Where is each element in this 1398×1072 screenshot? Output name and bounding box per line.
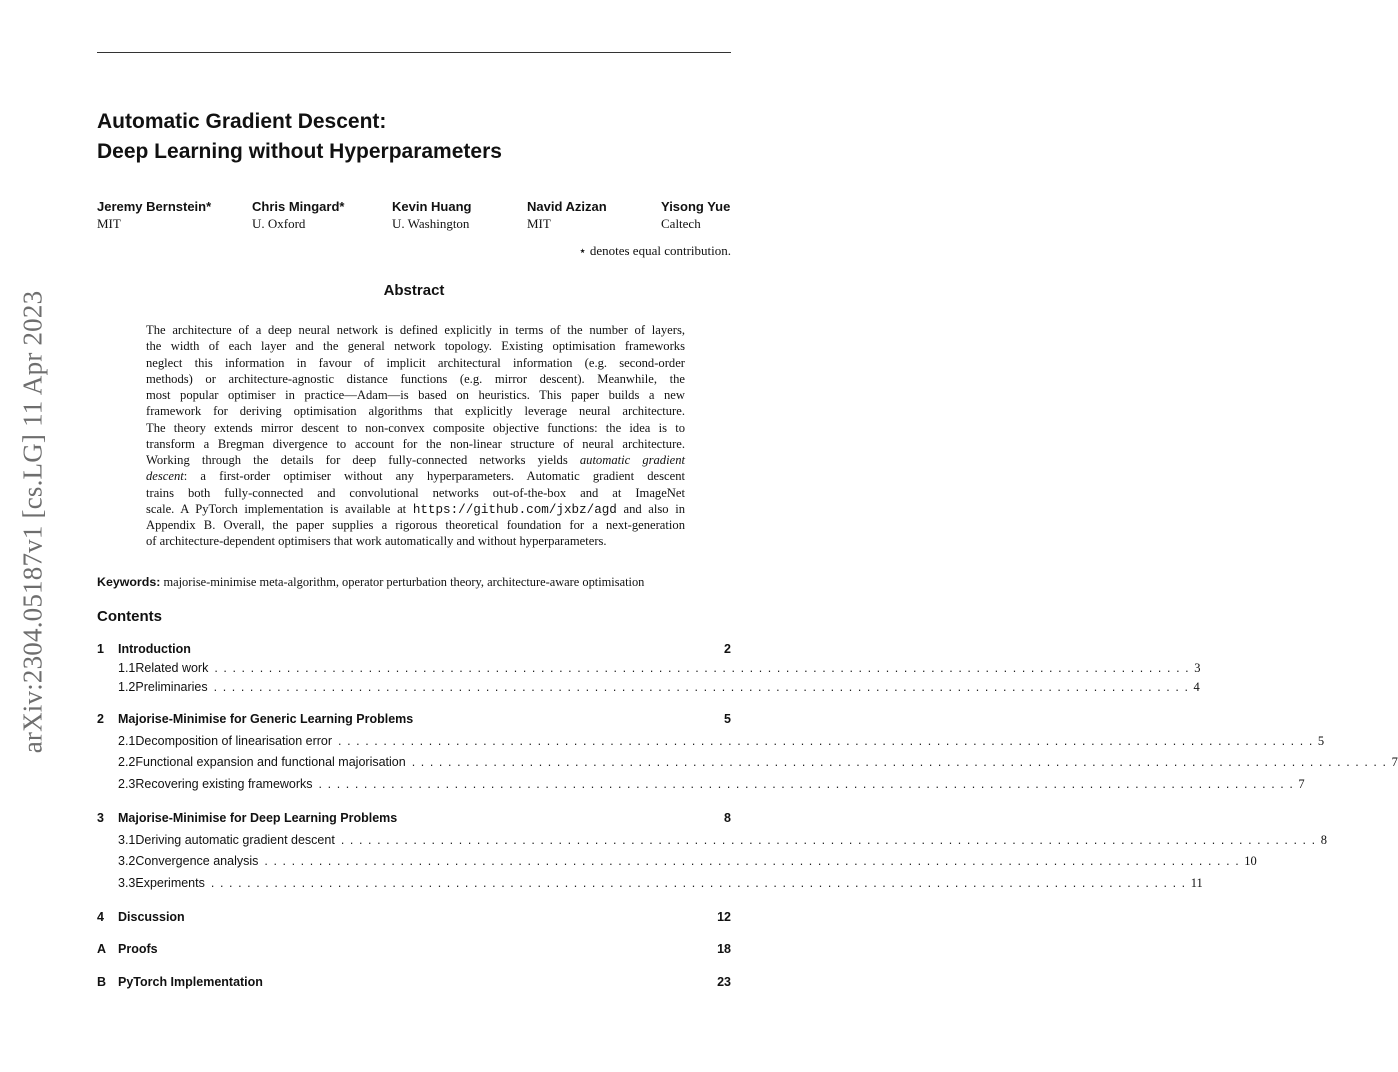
author-affiliation: MIT <box>97 216 121 231</box>
toc-section-page: 18 <box>717 942 731 956</box>
toc-section-title: Proofs <box>118 942 158 956</box>
keywords-label: Keywords: <box>97 575 161 589</box>
toc-subsection-number: 1.2 <box>118 680 136 694</box>
toc-leader-dots: ............................................................................................................ <box>411 755 1392 769</box>
toc-section-title: Introduction <box>118 642 191 656</box>
toc-subsection-title: Deriving automatic gradient descent <box>135 833 335 847</box>
toc-subsection-number: 2.3 <box>118 777 136 791</box>
author-5 <box>661 198 730 232</box>
toc-subsection[interactable] <box>118 661 1201 676</box>
toc-section[interactable] <box>97 811 731 825</box>
top-rule <box>97 52 731 53</box>
toc-subsection-number: 2.1 <box>118 734 136 748</box>
toc-subsection-title: Decomposition of linearisation error <box>135 734 333 748</box>
keywords-text: majorise-minimise meta-algorithm, operator perturbation theory, architecture-aware optimisation <box>163 575 645 589</box>
author-name: Chris Mingard* <box>252 199 345 214</box>
toc-subsection-title: Convergence analysis <box>135 854 259 868</box>
abstract-line: most popular optimiser in practice—Adam—is based on heuristics. This paper builds a new <box>146 388 685 402</box>
toc-subsection-title: Related work <box>135 661 209 675</box>
toc-subsection-page: 7 <box>1298 777 1305 791</box>
toc-section-title: Majorise-Minimise for Deep Learning Problems <box>118 811 398 825</box>
toc-subsection[interactable] <box>118 734 1325 749</box>
toc-section[interactable] <box>97 642 731 656</box>
toc-subsection-page: 3 <box>1194 661 1201 675</box>
toc-leader-dots: ............................................................................................................ <box>264 854 1245 868</box>
abstract-italic-term-cont: descent <box>146 469 184 484</box>
abstract-line: methods) or architecture-agnostic distance functions (e.g. mirror descent). Meanwhile, the <box>146 371 685 386</box>
toc-subsection-page: 4 <box>1193 680 1200 694</box>
toc-section-page: 5 <box>724 712 731 726</box>
toc-subsection[interactable] <box>118 777 1305 792</box>
toc-section[interactable] <box>97 712 731 726</box>
abstract-heading: Abstract <box>383 282 445 299</box>
toc-subsection[interactable] <box>118 876 1203 891</box>
abstract-line: The theory extends mirror descent to non-convex composite objective functions: the idea is to <box>146 420 685 435</box>
abstract-line-text: scale. A PyTorch implementation is available at <box>146 501 407 516</box>
toc-section-number: 2 <box>97 712 104 726</box>
author-name: Navid Azizan <box>527 199 607 214</box>
abstract-line: neglect this information in favour of implicit architectural information (e.g. second-order <box>146 355 685 370</box>
author-2 <box>252 198 344 232</box>
toc-subsection-number: 2.2 <box>118 755 136 769</box>
toc-leader-dots: ............................................................................................................ <box>210 876 1191 890</box>
toc-subsection-page: 5 <box>1317 734 1325 748</box>
toc-leader-dots: ............................................................................................................ <box>318 777 1299 791</box>
toc-subsection-number: 3.1 <box>118 833 136 847</box>
abstract-line-text: and also in <box>623 501 685 516</box>
equal-contribution-note: ⋆ denotes equal contribution. <box>578 243 731 258</box>
toc-subsection-page: 11 <box>1190 876 1203 890</box>
abstract-italic-term: automatic gradient <box>579 453 685 467</box>
toc-section-title: Majorise-Minimise for Generic Learning Problems <box>118 712 414 726</box>
author-name: Kevin Huang <box>392 199 472 214</box>
author-affiliation: Caltech <box>661 216 701 231</box>
abstract-line: transform a Bregman divergence to account for the non-linear structure of neural architecture. <box>146 436 685 451</box>
toc-section-page: 12 <box>717 910 731 924</box>
contents-heading: Contents <box>97 608 162 625</box>
arxiv-identifier-text: arXiv:2304.05187v1 [cs.LG] 11 Apr 2023 <box>17 290 48 754</box>
abstract-line-text: Working through the details for deep fully-connected networks yields <box>146 453 568 467</box>
abstract-body <box>146 322 685 550</box>
toc-section[interactable] <box>97 975 731 989</box>
toc-subsection-number: 3.3 <box>118 876 136 890</box>
toc-subsection-page: 10 <box>1244 854 1257 868</box>
toc-subsection-title: Functional expansion and functional majorisation <box>135 755 406 769</box>
author-name: Jeremy Bernstein* <box>97 199 212 214</box>
abstract-line: the width of each layer and the general network topology. Existing optimisation frameworks <box>146 339 685 354</box>
toc-leader-dots: ............................................................................................................ <box>214 661 1195 675</box>
keywords <box>97 575 644 590</box>
toc-subsection[interactable] <box>118 680 1200 695</box>
github-link[interactable]: https://github.com/jxbz/agd <box>412 502 617 517</box>
toc-section-page: 8 <box>724 811 731 825</box>
toc-subsection-number: 1.1 <box>118 661 136 675</box>
author-1 <box>97 198 211 232</box>
toc-subsection-title: Recovering existing frameworks <box>135 777 313 791</box>
toc-subsection-page: 7 <box>1391 755 1398 769</box>
toc-subsection[interactable] <box>118 833 1327 848</box>
abstract-line <box>146 452 685 468</box>
author-affiliation: U. Washington <box>392 216 470 231</box>
toc-section[interactable] <box>97 942 731 956</box>
toc-section-page: 2 <box>724 642 731 656</box>
toc-section-title: Discussion <box>118 910 185 924</box>
toc-leader-dots: ............................................................................................................ <box>340 833 1321 847</box>
author-3 <box>392 198 471 232</box>
title-line-2: Deep Learning without Hyperparameters <box>97 140 502 163</box>
abstract-line: trains both fully-connected and convolutional networks out-of-the-box and at ImageNet <box>146 485 685 500</box>
author-affiliation: MIT <box>527 216 551 231</box>
abstract-line: framework for deriving optimisation algorithms that explicitly leverage neural architecture. <box>146 404 685 419</box>
toc-section-number: 4 <box>97 910 104 924</box>
toc-subsection-title: Preliminaries <box>135 680 208 694</box>
toc-subsection-title: Experiments <box>135 876 205 890</box>
toc-section-page: 23 <box>717 975 731 989</box>
author-affiliation: U. Oxford <box>252 216 306 231</box>
title-line-1: Automatic Gradient Descent: <box>97 110 387 133</box>
toc-section-number: B <box>97 975 107 989</box>
toc-section-number: A <box>97 942 107 956</box>
toc-subsection[interactable] <box>118 854 1257 869</box>
abstract-line: Appendix B. Overall, the paper supplies a rigorous theoretical foundation for a next-generation <box>146 518 685 532</box>
author-name: Yisong Yue <box>661 199 731 214</box>
abstract-line <box>146 501 685 517</box>
toc-subsection[interactable] <box>118 755 1398 770</box>
abstract-line: of architecture-dependent optimisers that work automatically and without hyperparameters. <box>146 534 607 549</box>
toc-section-number: 1 <box>97 642 104 656</box>
author-4 <box>527 198 607 232</box>
abstract-line <box>146 468 685 484</box>
abstract-line-text: : a first-order optimiser without any hyperparameters. Automatic gradient descent <box>183 469 685 484</box>
toc-section-title: PyTorch Implementation <box>118 975 263 989</box>
toc-subsection-page: 8 <box>1320 833 1327 847</box>
toc-section-number: 3 <box>97 811 104 825</box>
toc-leader-dots: ............................................................................................................ <box>338 734 1318 748</box>
abstract-line: The architecture of a deep neural network is defined explicitly in terms of the number of layers, <box>146 323 685 337</box>
toc-leader-dots: ............................................................................................................ <box>213 680 1194 694</box>
paper-title <box>97 107 502 167</box>
toc-subsection-number: 3.2 <box>118 854 136 868</box>
toc-section[interactable] <box>97 910 731 924</box>
